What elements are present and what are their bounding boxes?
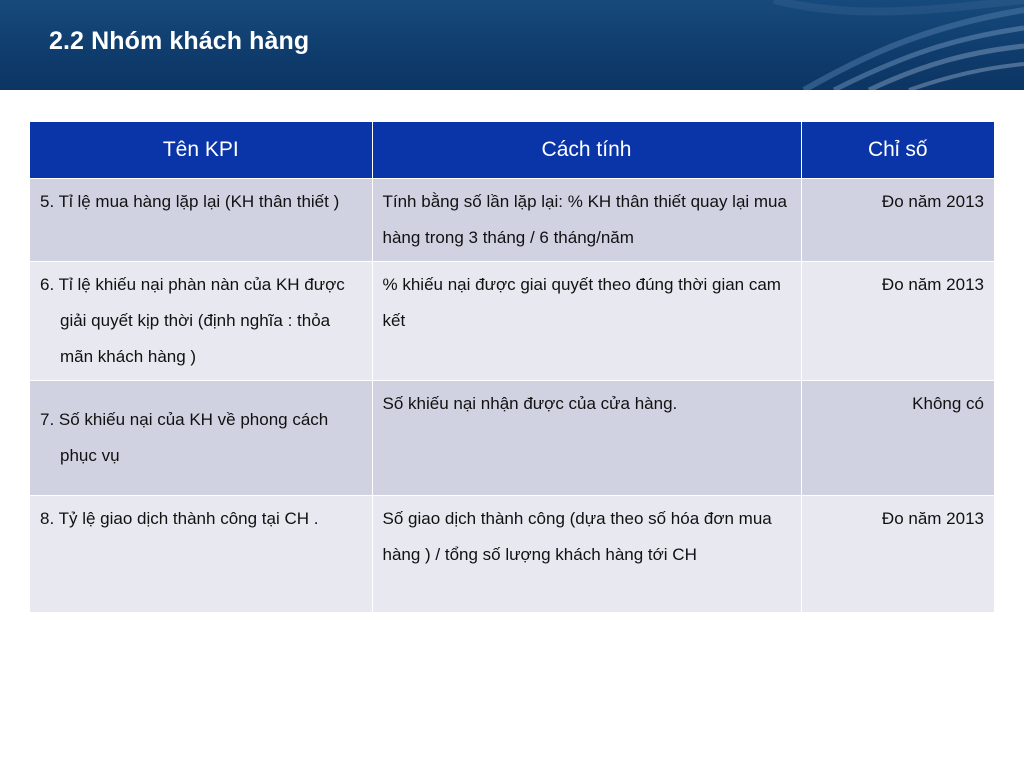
kpi-name-cell (30, 262, 372, 381)
index-cell: Đo năm 2013 (801, 262, 994, 381)
slide-header (0, 0, 1024, 90)
kpi-name-text: 7. Số khiếu nại của KH về phong cách phục vụ (40, 410, 329, 465)
table-row (30, 179, 994, 262)
swoosh-decoration-icon (764, 0, 1024, 90)
table-row (30, 496, 994, 612)
kpi-name-text: 6. Tỉ lệ khiếu nại phàn nàn của KH được giải quyết kịp thời (định nghĩa : thỏa mãn khách hàng ) (40, 275, 345, 366)
column-header-index: Chỉ số (801, 122, 994, 179)
table-row (30, 381, 994, 496)
calculation-cell: Số khiếu nại nhận được của cửa hàng. (372, 381, 801, 496)
index-cell: Không có (801, 381, 994, 496)
index-cell: Đo năm 2013 (801, 496, 994, 612)
calculation-cell: Tính bằng số lần lặp lại: % KH thân thiết quay lại mua hàng trong 3 tháng / 6 tháng/năm (372, 179, 801, 262)
kpi-name-cell: 8. Tỷ lệ giao dịch thành công tại CH . (30, 496, 372, 612)
kpi-name-text: 5. Tỉ lệ mua hàng lặp lại (KH thân thiết ) (40, 192, 340, 211)
table-header-row (30, 122, 994, 179)
kpi-table (30, 122, 994, 612)
slide-title: 2.2 Nhóm khách hàng (49, 27, 310, 55)
kpi-name-cell (30, 381, 372, 496)
column-header-kpi-name: Tên KPI (30, 122, 372, 179)
index-cell: Đo năm 2013 (801, 179, 994, 262)
table-row (30, 262, 994, 381)
calculation-cell: % khiếu nại được giai quyết theo đúng thời gian cam kết (372, 262, 801, 381)
kpi-name-cell (30, 179, 372, 262)
calculation-cell: Số giao dịch thành công (dựa theo số hóa đơn mua hàng ) / tổng số lượng khách hàng tới CH (372, 496, 801, 612)
column-header-calculation: Cách tính (372, 122, 801, 179)
